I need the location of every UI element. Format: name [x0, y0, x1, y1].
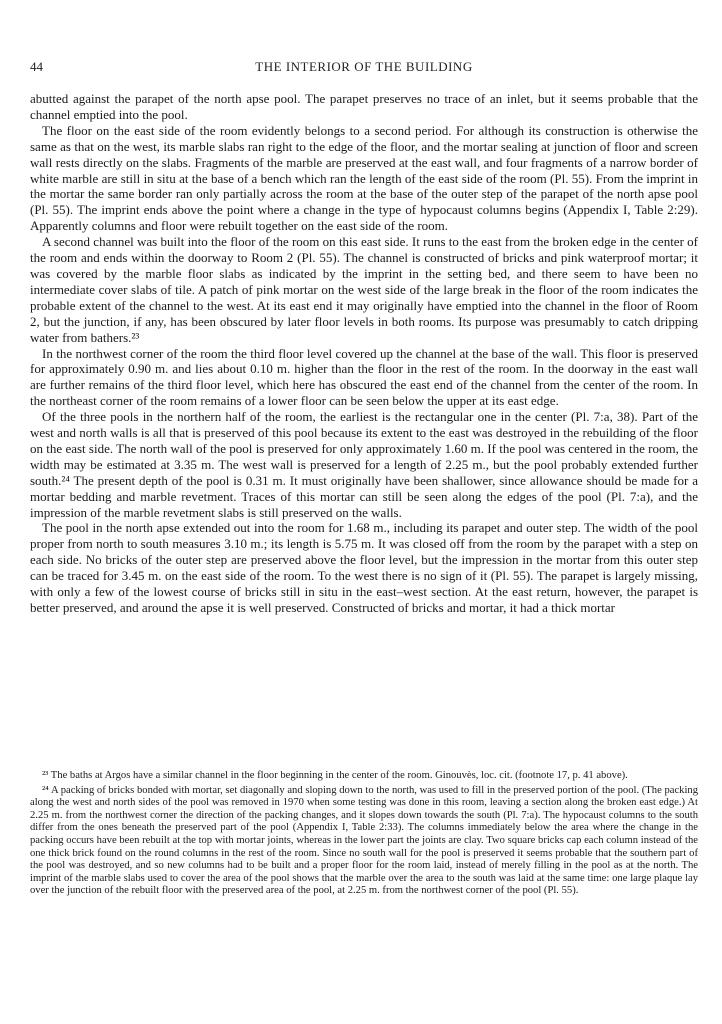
paragraph: abutted against the parapet of the north apse pool. The parapet preserves no trace of an inlet, but it seems probable that the channel emptied into the pool.	[30, 91, 698, 122]
running-head: THE INTERIOR OF THE BUILDING	[255, 59, 473, 74]
footnotes	[30, 770, 698, 900]
footnote-23: ²³ The baths at Argos have a similar channel in the floor beginning in the center of the room. Ginouvès, loc. cit. (footnote 17, p. 41 above).	[42, 770, 628, 781]
page-number: 44	[30, 59, 43, 74]
paragraph: Of the three pools in the northern half of the room, the earliest is the rectangular one in the center (Pl. 7:a, 38). Part of the west and north walls is all that is preserved of this pool because its extent to the east was destroyed in the rebuilding of the floor on the east side. The north wall of the pool is preserved for only approximately 1.60 m. If the pool was centered in the room, the width may be estimated at 3.35 m. The west wall is preserved for a length of 2.25 m., but the pool probably extended further south.²⁴ The present depth of the pool is 0.31 m. It must originally have been shallower, since allowance should be made for a mortar bedding and marble revetment. Traces of this mortar can still be seen along the edges of the pool (Pl. 7:a), and the impression of the marble revetment slabs is still preserved on the walls.	[30, 409, 698, 520]
body-text	[30, 91, 698, 616]
page-header	[30, 59, 698, 75]
footnote-24: ²⁴ A packing of bricks bonded with mortar, set diagonally and sloping down to the north, was used to fill in the preserved portion of the pool. (The packing along the west and north sides of the pool was removed in 1970 when some testing was done in this room, leaving a section along the broken east edge.) At 2.25 m. from the northwest corner the direction of the packing changes, and it slopes down towards the south (Pl. 7:a). The hypocaust columns to the south differ from the ones beneath the preserved part of the pool (Appendix I, Table 2:33). The columns immediately below the area where the change in the packing occurs have been rebuilt at the top with mortar joints, whereas in the lower part the joints are clay. Two square bricks cap each column instead of the one thick brick found on the round columns in the rest of the room. Since no south wall for the pool is preserved it seems probable that the southern part of the pool was destroyed, and so new columns had to be built and a proper floor for the room laid, instead of merely filling in the pool as at the north. The imprint of the marble slabs used to cover the area of the pool shows that the marble over the area to the south was laid at the same time: one large plaque lay over the junction of the rebuilt floor with the preserved area of the pool, at 2.25 m. from the northwest corner of the pool (Pl. 55).	[30, 784, 698, 897]
paragraph: A second channel was built into the floor of the room on this east side. It runs to the east from the broken edge in the center of the room and ends within the doorway to Room 2 (Pl. 55). The channel is constructed of bricks and pink waterproof mortar; it was covered by the marble floor slabs as indicated by the imprint in the setting bed, and there seem to have been no intermediate cover slabs of tile. A patch of pink mortar on the west side of the large break in the floor of the room indicates the probable extent of the channel to the west. At its east end it may originally have emptied into the channel in the floor of Room 2, but the junction, if any, has been obscured by later floor levels in both rooms. Its purpose was presumably to catch dripping water from bathers.²³	[30, 234, 698, 345]
paragraph: In the northwest corner of the room the third floor level covered up the channel at the base of the wall. This floor is preserved for approximately 0.90 m. and lies about 0.10 m. higher than the floor in the rest of the room. In the doorway in the east wall are further remains of the third floor level, which here has obscured the east end of the channel from the center of the room. In the northeast corner of the room remains of a lower floor can be seen below the upper at its east edge.	[30, 345, 698, 409]
paragraph: The pool in the north apse extended out into the room for 1.68 m., including its parapet and outer step. The width of the pool proper from north to south measures 3.10 m.; its length is 5.75 m. It was closed off from the room by the parapet with a step on each side. No bricks of the outer step are preserved above the floor level, but the impression in the mortar from this outer step can be traced for 3.45 m. on the east side of the room. To the west there is no sign of it (Pl. 55). The parapet is largely missing, with only a few of the lowest course of bricks still in situ in the east–west section. At the east return, however, the parapet is better preserved, and around the apse it is well preserved. Constructed of bricks and mortar, it had a thick mortar	[30, 520, 698, 615]
paragraph: The floor on the east side of the room evidently belongs to a second period. For although its construction is otherwise the same as that on the west, its marble slabs ran right to the edge of the floor, and the mortar sealing at junction of floor and screen wall rests directly on the slabs. Fragments of the marble are preserved at the east wall, and four fragments of a narrow border of white marble are still in situ at the base of a bench which ran the length of the east side of the room (Pl. 55). From the imprint in the mortar the same border ran only partially across the room at the base of the outer step of the parapet of the north apse pool (Pl. 55). The imprint ends above the point where a change in the type of hypocaust columns begins (Appendix I, Table 2:29). Apparently columns and floor were rebuilt together on the east side of the room.	[30, 122, 698, 234]
